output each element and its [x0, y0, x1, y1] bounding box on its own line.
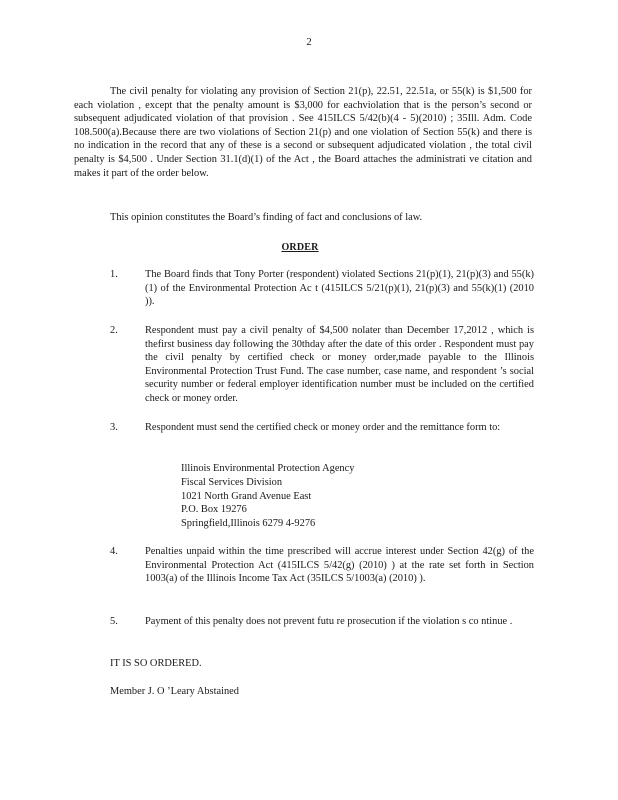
order-item-4: [110, 545, 534, 586]
member-abstention: Member J. O ’Leary Abstained: [110, 686, 239, 697]
order-item-number: 5.: [110, 616, 118, 627]
penalty-paragraph: [74, 85, 532, 180]
order-item-5: [110, 615, 534, 629]
order-item-1: [110, 268, 534, 309]
order-item-2: [110, 324, 534, 406]
order-item-text: The Board finds that Tony Porter (respondent) violated Sections 21(p)(1), 21(p)(3) and 55(k) (1) of the Environmental Protection Ac t (415ILCS 5/21(p)(1), 21(p)(3) and 55(k)(1) (2010 )).: [145, 269, 534, 308]
order-item-number: 4.: [110, 546, 118, 557]
address-street: 1021 North Grand Avenue East: [181, 490, 312, 502]
penalty-paragraph-text: The civil penalty for violating any provision of Section 21(p), 22.51, 22.51a, or 55(k) is $1,500 for each violation , except that the penalty amount is $3,000 for eachviolation that is the person’s second or subsequent adjudicated violation of that provision . See 415ILCS 5/42(b)(4 - 5)(2010) ; 35Ill. Adm. Code 108.500(a).Because there are two violations of Section 21(p) and one violation of Section 55(k) and there is no indication in the record that any of these is a second or subsequent adjudicated violation , the total civil penalty is $4,500 . Under Section 31.1(d)(1) of the Act , the Board attaches the administrati ve citation and makes it part of the order below.: [74, 86, 532, 179]
order-item-text: Respondent must send the certified check or money order and the remittance form to:: [145, 422, 501, 433]
remittance-address: [181, 462, 441, 531]
address-division: Fiscal Services Division: [181, 476, 283, 488]
address-city: Springfield,Illinois 6279 4-9276: [181, 518, 316, 530]
order-item-text: Payment of this penalty does not prevent futu re prosecution if the violation s co ntinue .: [145, 616, 513, 627]
order-item-number: 3.: [110, 422, 118, 433]
order-item-number: 2.: [110, 325, 118, 336]
address-agency: Illinois Environmental Protection Agency: [181, 463, 355, 474]
order-item-text: Respondent must pay a civil penalty of $4,500 nolater than December 17,2012 , which is thefirst business day following the 30thday after the date of this order . Respondent must pay the civil penalty by certified check or money order,made payable to the Illinois Environmental Protection Trust Fund. The case number, case name, and respondent ’s social security number or federal employer identification number must be included on the certified check or money order.: [145, 325, 534, 404]
page-number: 2: [306, 36, 312, 48]
order-item-text: Penalties unpaid within the time prescribed will accrue interest under Section 42(g) of the Environmental Protection Act (415ILCS 5/42(g) (2010) ) at the rate set forth in Section 1003(a) of the Illinois Income Tax Act (35ILCS 5/1003(a) (2010) ).: [145, 546, 534, 585]
order-heading-text: ORDER: [281, 242, 319, 253]
opinion-statement: This opinion constitutes the Board’s finding of fact and conclusions of law.: [110, 212, 423, 223]
order-item-3: [110, 421, 534, 435]
address-po-box: P.O. Box 19276: [181, 504, 247, 516]
order-item-number: 1.: [110, 269, 118, 280]
order-heading: [0, 241, 618, 255]
so-ordered: IT IS SO ORDERED.: [110, 658, 202, 669]
